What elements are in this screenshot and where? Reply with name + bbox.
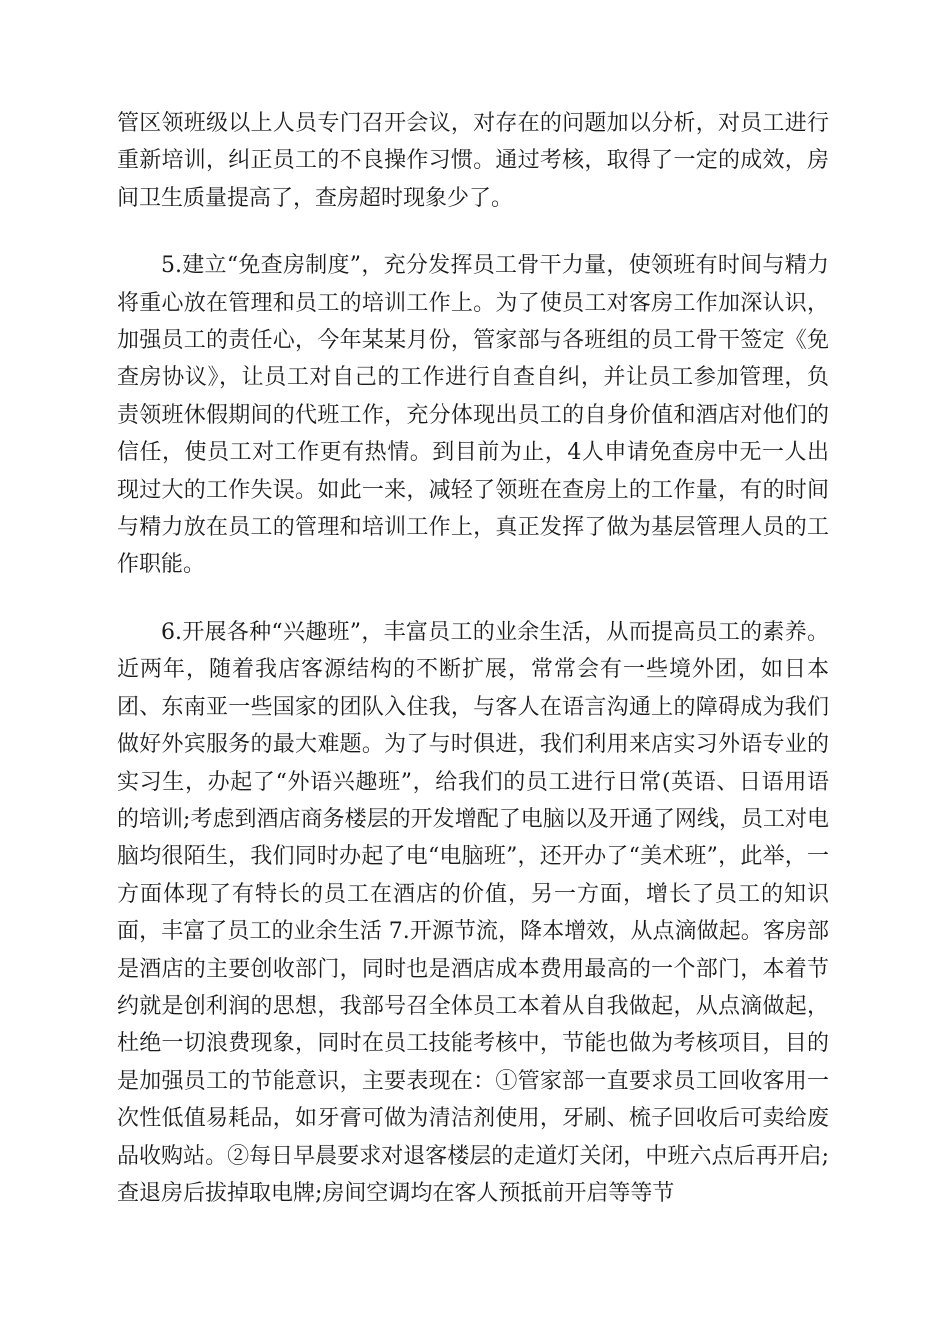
document-body xyxy=(117,105,829,1212)
paragraph-item-6: 6.开展各种“兴趣班”，丰富员工的业余生活，从而提高员工的素养。近两年，随着我店客源结构的不断扩展，常常会有一些境外团，如日本团、东南亚一些国家的团队入住我，与客人在语言沟通上的障碍成为我们做好外宾服务的最大难题。为了与时俱进，我们利用来店实习外语专业的实习生，办起了“外语兴趣班”，给我们的员工进行日常(英语、日语用语的培训;考虑到酒店商务楼层的开发增配了电脑以及开通了网线，员工对电脑均很陌生，我们同时办起了电“电脑班”，还开办了“美术班”，此举，一方面体现了有特长的员工在酒店的价值，另一方面，增长了员工的知识面，丰富了员工的业余生活 7.开源节流，降本增效，从点滴做起。客房部是酒店的主要创收部门，同时也是酒店成本费用最高的一个部门，本着节约就是创利润的思想，我部号召全体员工本着从自我做起，从点滴做起，杜绝一切浪费现象，同时在员工技能考核中，节能也做为考核项目，目的是加强员工的节能意识，主要表现在：①管家部一直要求员工回收客用一次性低值易耗品，如牙膏可做为清洁剂使用，牙刷、梳子回收后可卖给废品收购站。②每日早晨要求对退客楼层的走道灯关闭，中班六点后再开启;查退房后拔掉取电牌;房间空调均在客人预抵前开启等等节 xyxy=(117,619,829,1206)
paragraph-item-5: 5.建立“免查房制度”，充分发挥员工骨干力量，使领班有时间与精力将重心放在管理和员工的培训工作上。为了使员工对客房工作加深认识，加强员工的责任心，今年某某月份，管家部与各班组的员工骨干签定《免查房协议》，让员工对自己的工作进行自查自纠，并让员工参加管理，负责领班休假期间的代班工作，充分体现出员工的自身价值和酒店对他们的信任，使员工对工作更有热情。到目前为止，4人申请免查房中无一人出现过大的工作失误。如此一来，减轻了领班在查房上的工作量，有的时间与精力放在员工的管理和培训工作上，真正发挥了做为基层管理人员的工作职能。 xyxy=(117,253,829,578)
paragraph-continuation: 管区领班级以上人员专门召开会议，对存在的问题加以分析，对员工进行重新培训，纠正员工的不良操作习惯。通过考核，取得了一定的成效，房间卫生质量提高了，查房超时现象少了。 xyxy=(117,111,829,211)
